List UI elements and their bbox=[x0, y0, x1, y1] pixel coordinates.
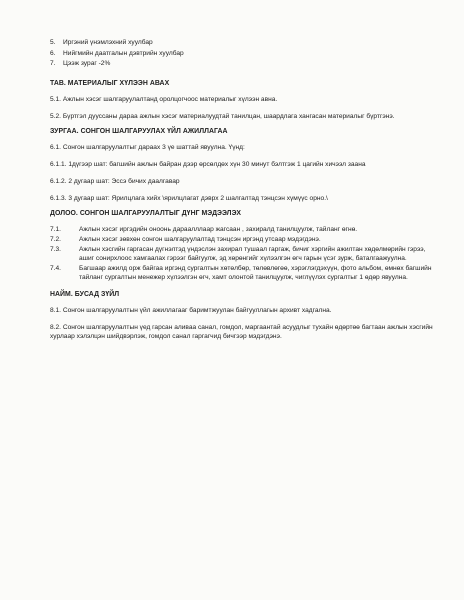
list-item bbox=[50, 59, 434, 68]
document-list bbox=[50, 38, 434, 68]
list-number: 7.3. bbox=[50, 246, 61, 253]
paragraph: 6.1.3. 3 дугаар шат: Ярилцлага хийх \ярилцлагат дэврх 2 шалгалтад тэнцсэн хүмүүс орно.\ bbox=[50, 195, 328, 202]
section-heading: ДОЛОО. СОНГОН ШАЛГАРУУЛАЛТЫГ ДҮНГ МЭДЭЭЛЭХ bbox=[50, 210, 241, 217]
list-item bbox=[50, 245, 434, 263]
list-number: 7.2. bbox=[50, 236, 61, 243]
list-number: 7.4. bbox=[50, 265, 61, 272]
list-text: Цээж зураг -2% bbox=[63, 60, 111, 67]
list-item bbox=[50, 38, 434, 47]
paragraph: 8.2. Сонгон шалгаруулалтын үед гарсан аливаа санал, гомдол, маргаантай асуудлыг тухайн өдөртөө багтаан ажлын хэсгийн хурлаар хэлэлцэн шийдвэрлэж, гомдол санал гаргагчид бичгээр мэдэгдэнэ. bbox=[50, 324, 433, 340]
paragraph: 5.2. Бүртгэл дууссаны дараа ажлын хэсэг материалуудтай танилцан, шаардлага хангасан материалыг бүртгэнэ. bbox=[50, 113, 395, 120]
list-number: 7.1. bbox=[50, 226, 61, 233]
list-text: Ажлын хэсгийн гаргасан дүгнэлтэд үндэслэн захирал тушаал гаргаж, бичиг хэргийн ажилтан хөдөлмөрийн гэрээ, ашиг сонирхлоос хамгаалах гэрээг байгуулж, эд хөрөнгийг хүлээлгэн өгч гарын үсэг зурж, баталгаажуулна. bbox=[79, 246, 426, 262]
list-item bbox=[50, 264, 434, 282]
numbered-list bbox=[50, 225, 434, 282]
paragraph: 6.1.2. 2 дугаар шат: Эссэ бичих даалгавар bbox=[50, 178, 180, 185]
list-text: Иргэний үнэмлэхний хуулбар bbox=[63, 39, 153, 46]
section-heading: ТАВ. МАТЕРИАЛЫГ ХҮЛЭЭН АВАХ bbox=[50, 80, 170, 87]
list-text: Ажлын хэсэг зөвхөн сонгон шалгаруулалтад тэнцсэн иргэнд утсаар мэдэгдэнэ. bbox=[79, 236, 321, 243]
paragraph: 6.1. Сонгон шалгаруулалтыг дараах 3 үе шаттай явуулна. Үүнд: bbox=[50, 144, 245, 151]
section-heading: ЗУРГАА. СОНГОН ШАЛГАРУУЛАХ ҮЙЛ АЖИЛЛАГАА bbox=[50, 128, 228, 135]
list-text: Ажлын хэсэг иргэдийн оноонь дараалллаар жагсаан , захиралд танилцуулж, тайланг өгнө. bbox=[79, 226, 358, 233]
list-item bbox=[50, 235, 434, 244]
list-number: 6. bbox=[50, 49, 56, 57]
list-text: Нийгмийн даатгалын дэвтрийн хуулбар bbox=[63, 49, 184, 57]
section-heading: НАЙМ. БУСАД ЗҮЙЛ bbox=[50, 291, 120, 298]
list-item bbox=[50, 225, 434, 234]
paragraph: 8.1. Сонгон шалгаруулалтын үйл ажиллагааг баримтжуулан байгууллагын архивт хадгална. bbox=[50, 307, 332, 314]
list-item bbox=[50, 49, 434, 58]
list-number: 5. bbox=[50, 39, 56, 46]
paragraph: 5.1. Ажлын хэсэг шалгаруулалтанд оролцогчоос материалыг хүлээн авна. bbox=[50, 96, 278, 103]
list-text: Багшаар ажилд орж байгаа иргэнд сургалтын хөтөлбөр, төлөвлөгөө, хэрэглэгдэхүүн, фото альбом, өмнөх багшийн тайланг сургалтын менежер хүлээлгэн өгч, хамт олонтой танилцуулж, чиглүүлэх сургалтыг 1 өдөр явуулна. bbox=[79, 265, 432, 281]
list-number: 7. bbox=[50, 60, 56, 67]
paragraph: 6.1.1. 1дүгээр шат: багшийн ажлын байран дээр өрсөлдөх хүн 30 минут бэлтгэж 1 цагийн хичээл заана bbox=[50, 161, 366, 168]
